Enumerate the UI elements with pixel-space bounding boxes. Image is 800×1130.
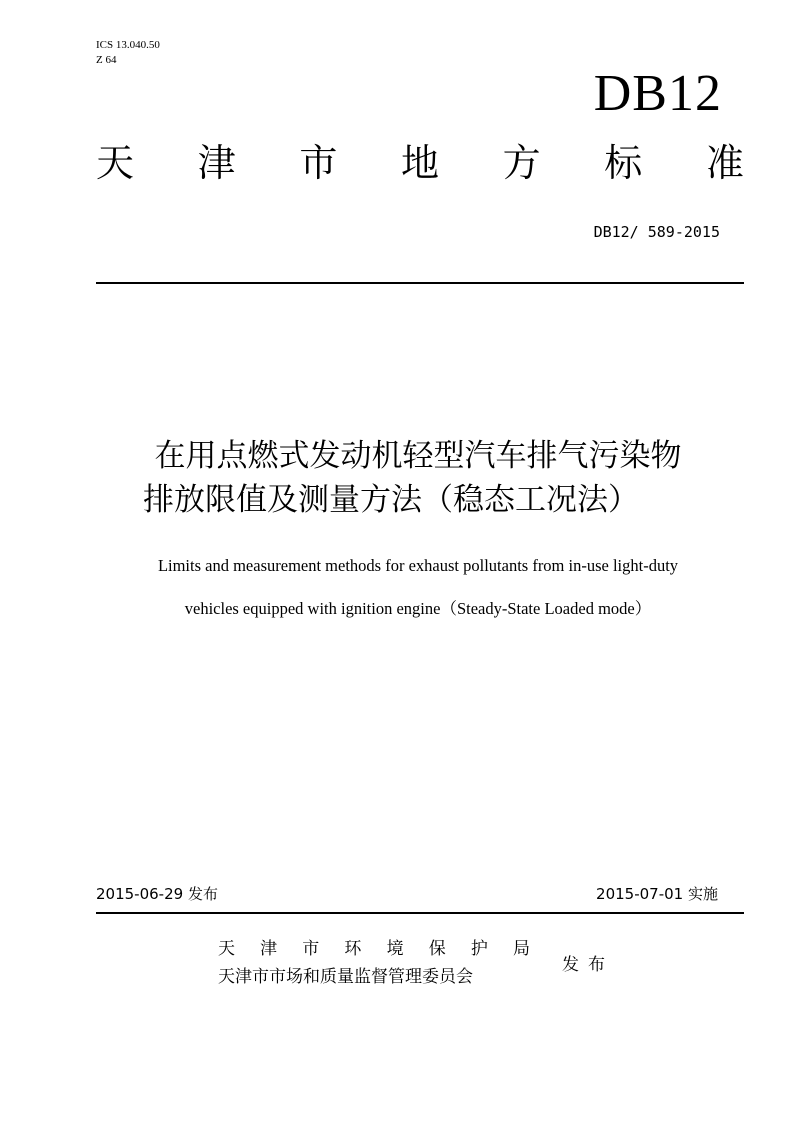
title-en-line1: Limits and measurement methods for exhaust pollutants from in-use light-duty: [157, 556, 679, 575]
issuer-char: 护: [470, 939, 488, 959]
db-code: DB12: [593, 65, 722, 122]
issuer-char: 津: [260, 939, 278, 959]
standard-type-char: 标: [604, 141, 643, 185]
standard-type-char: 市: [299, 141, 338, 185]
standard-number: DB12/ 589-2015: [593, 223, 720, 241]
implementation-date: 2015-07-01 实施: [596, 885, 718, 903]
issuer-char: 保: [428, 939, 446, 959]
standard-type-char: 方: [502, 141, 541, 185]
header-divider: [96, 282, 744, 284]
publish-label: 发布: [562, 955, 614, 975]
standard-type: [96, 140, 744, 186]
footer-divider: [96, 912, 744, 914]
title-zh-line2: 排放限值及测量方法（稳态工况法）: [143, 482, 639, 518]
classification-code: Z 64: [96, 54, 117, 66]
issuer-char: 环: [344, 939, 362, 959]
standard-type-char: 地: [400, 141, 439, 185]
issuer-line2: 天津市市场和质量监督管理委员会: [218, 967, 473, 987]
issuer-char: 境: [386, 939, 404, 959]
ics-code: ICS 13.040.50: [96, 39, 160, 51]
standard-type-char: 津: [197, 141, 236, 185]
title-en-line2: vehicles equipped with ignition engine（Steady-State Loaded mode）: [184, 599, 652, 618]
issuer-char: 天: [218, 939, 235, 959]
issuer-char: 局: [512, 939, 530, 959]
issuer-char: 市: [302, 939, 320, 959]
issue-date: 2015-06-29 发布: [96, 885, 218, 903]
issuer-line1: [218, 937, 530, 961]
standard-type-char: 天: [96, 141, 135, 185]
title-zh-line1: 在用点燃式发动机轻型汽车排气污染物: [154, 438, 682, 474]
standard-type-char: 准: [705, 141, 744, 185]
